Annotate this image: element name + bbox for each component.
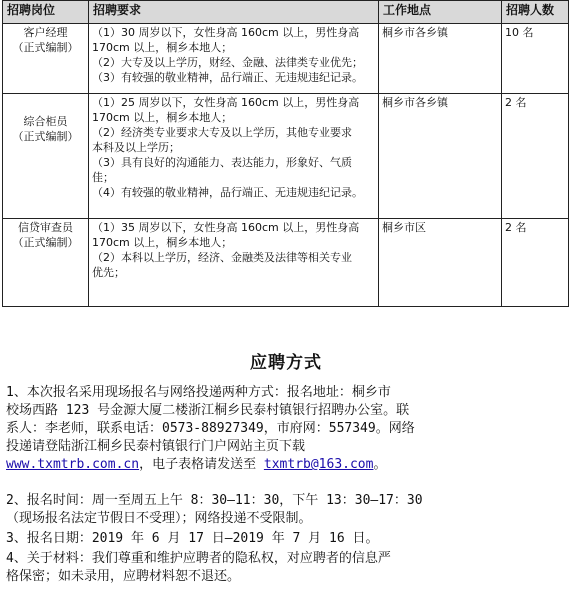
- website-link[interactable]: www.txmtrb.com.cn: [6, 457, 140, 472]
- location-cell: 桐乡市区: [379, 219, 502, 307]
- paragraph-text: 。: [373, 457, 387, 472]
- position-name: 信贷审查员: [18, 221, 73, 234]
- requirement-line: 佳；: [92, 171, 114, 184]
- header-requirements: 招聘要求: [89, 1, 379, 24]
- paragraph-line: （现场报名法定节假日不受理）；网络投递不受限制。: [6, 511, 312, 526]
- header-location: 工作地点: [379, 1, 502, 24]
- paragraph-3: [6, 530, 566, 548]
- table-row: [3, 24, 569, 94]
- paragraph-text: ，电子表格请发送至: [139, 457, 264, 472]
- paragraph-line: 2、报名时间：周一至周五上午 8：30—11：30，下午 13：30—17：30: [6, 493, 423, 508]
- requirement-line: 170cm 以上，桐乡本地人；: [92, 236, 233, 249]
- paragraph-line: 4、关于材料：我们尊重和维护应聘者的隐私权，对应聘者的信息严: [6, 551, 391, 566]
- requirement-line: 170cm 以上，桐乡本地人；: [92, 41, 233, 54]
- location-cell: 桐乡市各乡镇: [379, 94, 502, 219]
- header-count: 招聘人数: [502, 1, 569, 24]
- recruitment-table: [2, 0, 569, 307]
- requirement-line: 本科及以上学历；: [92, 141, 180, 154]
- position-name: 综合柜员: [23, 115, 68, 128]
- requirement-line: （2）大专及以上学历，财经、金融、法律类专业优先；: [92, 56, 363, 69]
- requirement-line: （3）有较强的敬业精神，品行端正、无违规违纪记录。: [92, 71, 363, 84]
- section-title: 应聘方式: [250, 353, 322, 373]
- paragraph-line: 格保密；如未录用，应聘材料恕不退还。: [6, 569, 241, 584]
- paragraph-2: [6, 492, 566, 528]
- position-type: （正式编制）: [12, 236, 79, 249]
- position-cell: [3, 24, 89, 94]
- position-cell: [3, 94, 89, 219]
- email-link[interactable]: txmtrb@163.com: [263, 457, 374, 472]
- count-cell: 10 名: [502, 24, 569, 94]
- table-header-row: [3, 1, 569, 24]
- position-type: （正式编制）: [12, 130, 79, 143]
- requirements-cell: [89, 219, 379, 307]
- requirements-cell: [89, 24, 379, 94]
- count-cell: 2 名: [502, 219, 569, 307]
- paragraph-line: 系人：李老师，联系电话：0573-88927349，市府网：557349。网络: [6, 421, 415, 436]
- table-row: [3, 219, 569, 307]
- requirement-line: （1）25 周岁以下，女性身高 160cm 以上，男性身高: [92, 96, 360, 109]
- requirement-line: （4）有较强的敬业精神，品行端正、无违规违纪记录。: [92, 186, 363, 199]
- requirements-cell: [89, 94, 379, 219]
- requirement-line: 170cm 以上，桐乡本地人；: [92, 111, 233, 124]
- requirement-line: （3）具有良好的沟通能力、表达能力，形象好、气质: [92, 156, 352, 169]
- location-cell: 桐乡市各乡镇: [379, 24, 502, 94]
- requirement-line: （2）经济类专业要求大专及以上学历，其他专业要求: [92, 126, 352, 139]
- table-row: [3, 94, 569, 219]
- paragraph-line: 1、本次报名采用现场报名与网络投递两种方式：报名地址：桐乡市: [6, 385, 391, 400]
- paragraph-line: 3、报名日期：2019 年 6 月 17 日—2019 年 7 月 16 日。: [6, 531, 379, 546]
- position-cell: [3, 219, 89, 307]
- paragraph-line: 投递请登陆浙江桐乡民泰村镇银行门户网站主页下载: [6, 439, 306, 454]
- paragraph-4: [6, 550, 566, 586]
- position-type: （正式编制）: [12, 41, 79, 54]
- header-position: 招聘岗位: [3, 1, 89, 24]
- paragraph-1: [6, 384, 566, 474]
- paragraph-line: 校场西路 123 号金源大厦二楼浙江桐乡民泰村镇银行招聘办公室。联: [6, 403, 410, 418]
- requirement-line: （1）35 周岁以下，女性身高 160cm 以上，男性身高: [92, 221, 360, 234]
- requirement-line: 优先；: [92, 266, 125, 279]
- requirement-line: （2）本科以上学历，经济、金融类及法律等相关专业: [92, 251, 352, 264]
- position-name: 客户经理: [23, 26, 68, 39]
- requirement-line: （1）30 周岁以下，女性身高 160cm 以上，男性身高: [92, 26, 360, 39]
- count-cell: 2 名: [502, 94, 569, 219]
